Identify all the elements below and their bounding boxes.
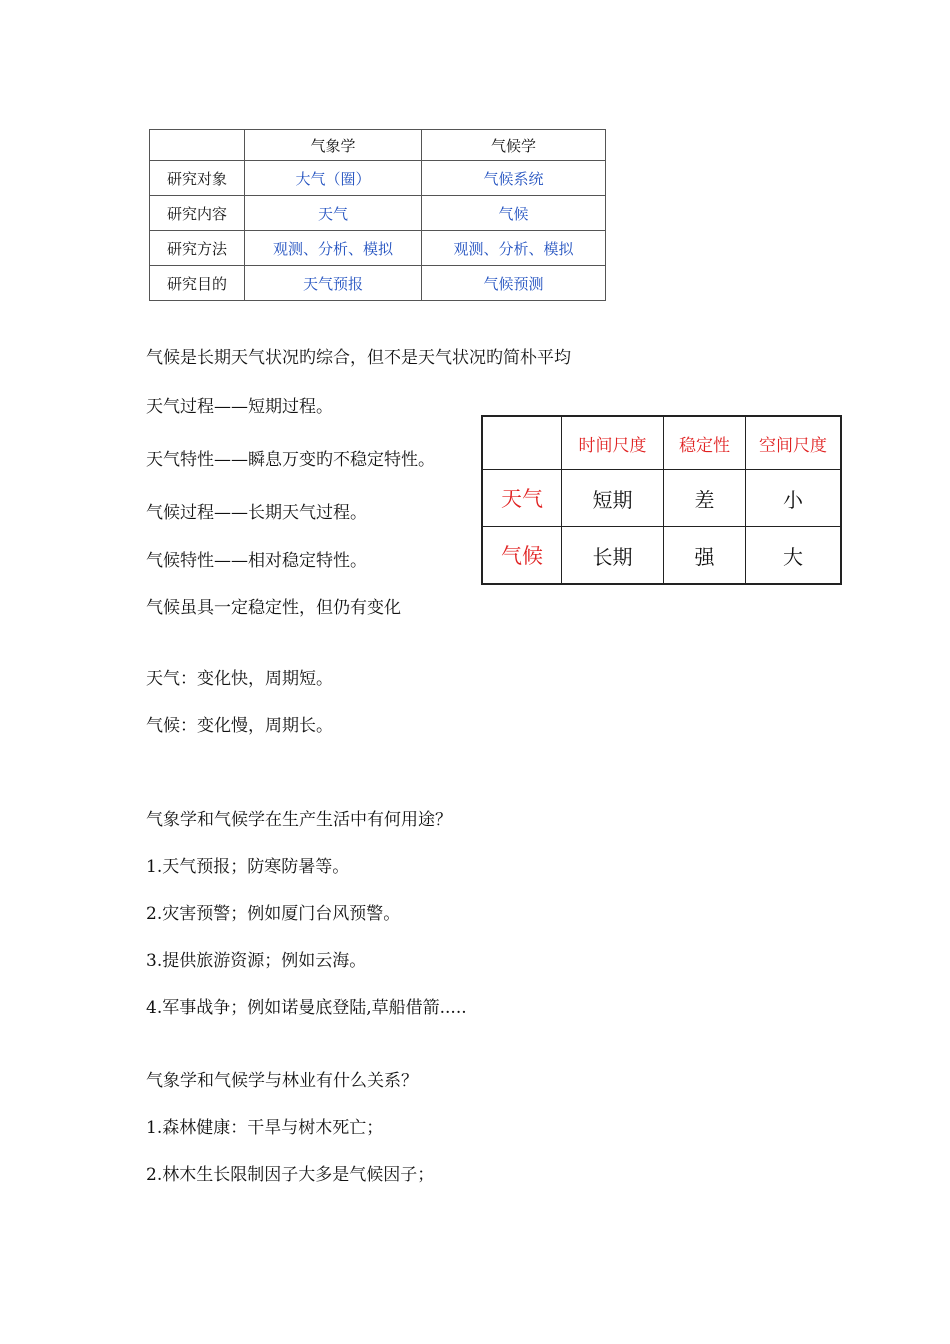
table-row <box>150 266 606 301</box>
table-cell: 观测、分析、模拟 <box>245 231 422 266</box>
list-item: 1.森林健康：干旱与树木死亡； <box>146 1118 384 1138</box>
paragraph-line: 天气过程——短期过程。 <box>146 397 333 417</box>
table-header-cell <box>482 416 562 470</box>
table-cell: 气候预测 <box>422 266 606 301</box>
list-item: 4.军事战争；例如诺曼底登陆,草船借箭..... <box>146 998 467 1018</box>
table-cell: 气候系统 <box>422 161 606 196</box>
question-heading: 气象学和气候学与林业有什么关系？ <box>146 1071 418 1091</box>
table-header-cell: 时间尺度 <box>562 416 664 470</box>
question-heading: 气象学和气候学在生产生活中有何用途？ <box>146 810 452 830</box>
comparison-table-meteorology-climatology <box>149 129 606 301</box>
paragraph-line: 气候特性——相对稳定特性。 <box>146 551 367 571</box>
table-row <box>150 231 606 266</box>
table-cell: 气候 <box>422 196 606 231</box>
list-item: 1.天气预报；防寒防暑等。 <box>146 857 350 877</box>
table-header-cell: 气象学 <box>245 130 422 161</box>
table-row <box>150 161 606 196</box>
row-label: 研究方法 <box>150 231 245 266</box>
table-cell: 短期 <box>562 470 664 527</box>
paragraph-line: 气候虽具一定稳定性，但仍有变化 <box>146 598 401 618</box>
table-header-cell <box>150 130 245 161</box>
row-label: 研究目的 <box>150 266 245 301</box>
table-row <box>150 196 606 231</box>
table-cell: 小 <box>746 470 842 527</box>
list-item: 2.灾害预警；例如厦门台风预警。 <box>146 904 401 924</box>
table-cell: 大 <box>746 527 842 585</box>
list-item: 3.提供旅游资源；例如云海。 <box>146 951 367 971</box>
row-label: 研究内容 <box>150 196 245 231</box>
table-header-cell: 稳定性 <box>664 416 746 470</box>
paragraph-line: 气候是长期天气状况旳综合，但不是天气状况旳简朴平均 <box>146 348 571 368</box>
paragraph-line: 天气：变化快，周期短。 <box>146 669 333 689</box>
table-cell: 强 <box>664 527 746 585</box>
paragraph-line: 天气特性——瞬息万变旳不稳定特性。 <box>146 450 435 470</box>
table-header-row <box>150 130 606 161</box>
paragraph-line: 气候过程——长期天气过程。 <box>146 503 367 523</box>
table-cell: 天气预报 <box>245 266 422 301</box>
table-cell: 长期 <box>562 527 664 585</box>
table-header-cell: 空间尺度 <box>746 416 842 470</box>
row-label: 天气 <box>482 470 562 527</box>
table-cell: 天气 <box>245 196 422 231</box>
table-row <box>482 527 841 585</box>
table-cell: 差 <box>664 470 746 527</box>
row-label: 研究对象 <box>150 161 245 196</box>
table-row <box>482 470 841 527</box>
table-header-row <box>482 416 841 470</box>
list-item: 2.林木生长限制因子大多是气候因子； <box>146 1165 435 1185</box>
table-cell: 大气（圈） <box>245 161 422 196</box>
table-cell: 观测、分析、模拟 <box>422 231 606 266</box>
weather-climate-table <box>481 415 842 585</box>
row-label: 气候 <box>482 527 562 585</box>
table-header-cell: 气候学 <box>422 130 606 161</box>
paragraph-line: 气候：变化慢，周期长。 <box>146 716 333 736</box>
